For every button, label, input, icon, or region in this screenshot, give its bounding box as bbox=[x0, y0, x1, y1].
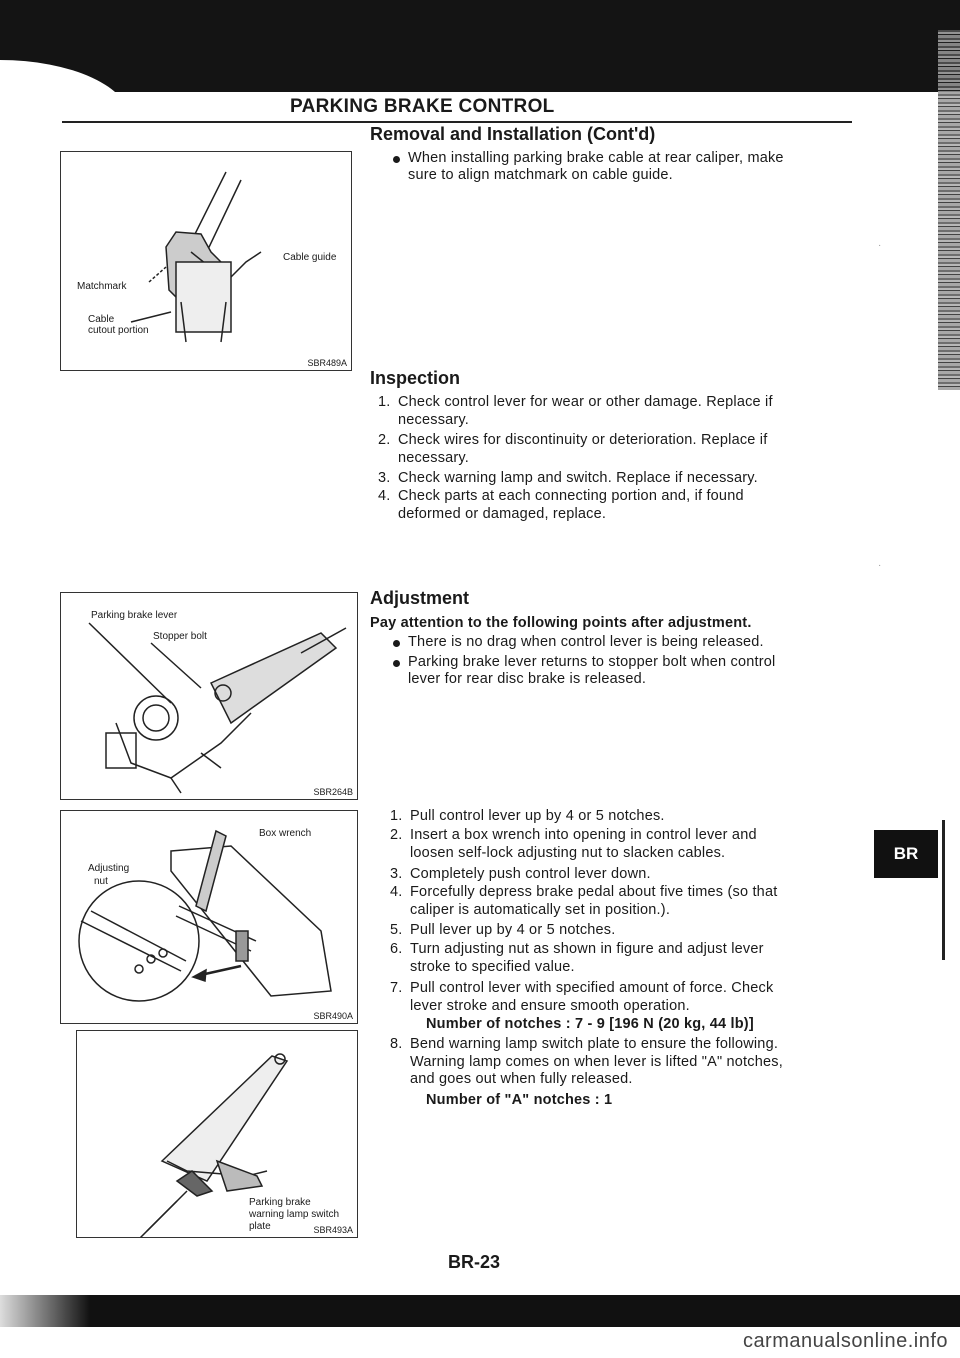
adjustment-bullet-cont: lever for rear disc brake is released. bbox=[408, 671, 647, 687]
figure-code: SBR490A bbox=[313, 1011, 353, 1021]
adjustment-step: 3. Completely push control lever down. bbox=[390, 866, 651, 882]
page-number: BR-23 bbox=[448, 1252, 501, 1272]
removal-heading: Removal and Installation (Cont'd) bbox=[370, 124, 656, 144]
removal-bullet-line-1: When installing parking brake cable at rear caliper, make bbox=[408, 150, 784, 166]
label-adjusting: Adjusting bbox=[88, 863, 130, 874]
box-wrench-illustration bbox=[61, 811, 357, 1023]
side-index-mark: · bbox=[878, 560, 882, 571]
parking-brake-lever-illustration bbox=[61, 593, 357, 799]
adjustment-step: 4. Forcefully depress brake pedal about five times (so that caliper is automatically set in position.). bbox=[390, 884, 778, 918]
figure-code: SBR264B bbox=[313, 787, 353, 797]
label-matchmark: Matchmark bbox=[77, 281, 127, 292]
adjustment-intro: Pay attention to the following points after adjustment. bbox=[370, 615, 752, 631]
page-title: PARKING BRAKE CONTROL bbox=[290, 96, 555, 117]
label-box-wrench: Box wrench bbox=[259, 828, 312, 839]
top-black-band bbox=[0, 0, 960, 92]
adjustment-bullet: There is no drag when control lever is being released. bbox=[408, 634, 764, 650]
bottom-black-band bbox=[0, 1295, 960, 1327]
figure-warning-lamp-switch bbox=[76, 1030, 358, 1238]
inspection-item: 4. Check parts at each connecting portion and, if found deformed or damaged, replace. bbox=[378, 488, 744, 522]
adjustment-step: 1. Pull control lever up by 4 or 5 notches. bbox=[390, 808, 665, 824]
label-warning-lamp-switch: warning lamp switch bbox=[249, 1209, 340, 1220]
section-tab-br: BR bbox=[874, 830, 938, 878]
spec-number-of-a-notches: Number of "A" notches : 1 bbox=[426, 1092, 613, 1108]
adjustment-step: 6. Turn adjusting nut as shown in figure and adjust lever stroke to specified value. bbox=[390, 941, 764, 975]
label-nut: nut bbox=[94, 876, 108, 887]
label-cable: Cable bbox=[88, 314, 115, 325]
inspection-item: 3. Check warning lamp and switch. Replace if necessary. bbox=[378, 470, 758, 486]
label-parking-brake-lever: Parking brake lever bbox=[91, 610, 178, 621]
side-index-mark: · bbox=[878, 240, 882, 251]
inspection-item: 2. Check wires for discontinuity or deterioration. Replace if necessary. bbox=[378, 432, 768, 466]
watermark: carmanualsonline.info bbox=[742, 1330, 948, 1352]
inspection-item: 1. Check control lever for wear or other damage. Replace if necessary. bbox=[378, 394, 773, 428]
adjustment-step: 2. Insert a box wrench into opening in control lever and loosen self-lock adjusting nut to slacken cables. bbox=[390, 827, 757, 861]
label-plate: plate bbox=[249, 1221, 271, 1232]
label-cable-guide: Cable guide bbox=[283, 252, 337, 263]
figure-parking-brake-lever bbox=[60, 592, 358, 800]
adjustment-bullet: Parking brake lever returns to stopper bolt when control bbox=[408, 654, 776, 670]
removal-bullet-line-2: sure to align matchmark on cable guide. bbox=[408, 167, 673, 183]
inspection-heading: Inspection bbox=[370, 368, 461, 388]
figure-code: SBR489A bbox=[307, 358, 347, 368]
adjustment-step: 7. Pull control lever with specified amount of force. Check lever stroke and ensure smooth operation. bbox=[390, 980, 774, 1014]
label-cutout-portion: cutout portion bbox=[88, 325, 149, 336]
adjustment-step: 8. Bend warning lamp switch plate to ensure the following. Warning lamp comes on when lever is lifted "A" notches, and goes out when fully released. bbox=[390, 1036, 783, 1087]
spec-number-of-notches: Number of notches : 7 - 9 [196 N (20 kg, 44 lb)] bbox=[426, 1016, 754, 1032]
adjustment-heading: Adjustment bbox=[370, 588, 469, 608]
scan-edge-marks bbox=[938, 30, 960, 390]
figure-box-wrench bbox=[60, 810, 358, 1024]
scan-edge-line bbox=[942, 820, 945, 960]
label-parking-brake: Parking brake bbox=[249, 1197, 311, 1208]
adjustment-step: 5. Pull lever up by 4 or 5 notches. bbox=[390, 922, 616, 938]
warning-lamp-switch-illustration bbox=[77, 1031, 357, 1237]
title-rule bbox=[62, 121, 852, 123]
label-stopper-bolt: Stopper bolt bbox=[153, 631, 207, 642]
figure-code: SBR493A bbox=[313, 1225, 353, 1235]
figure-cable-guide bbox=[60, 151, 352, 371]
